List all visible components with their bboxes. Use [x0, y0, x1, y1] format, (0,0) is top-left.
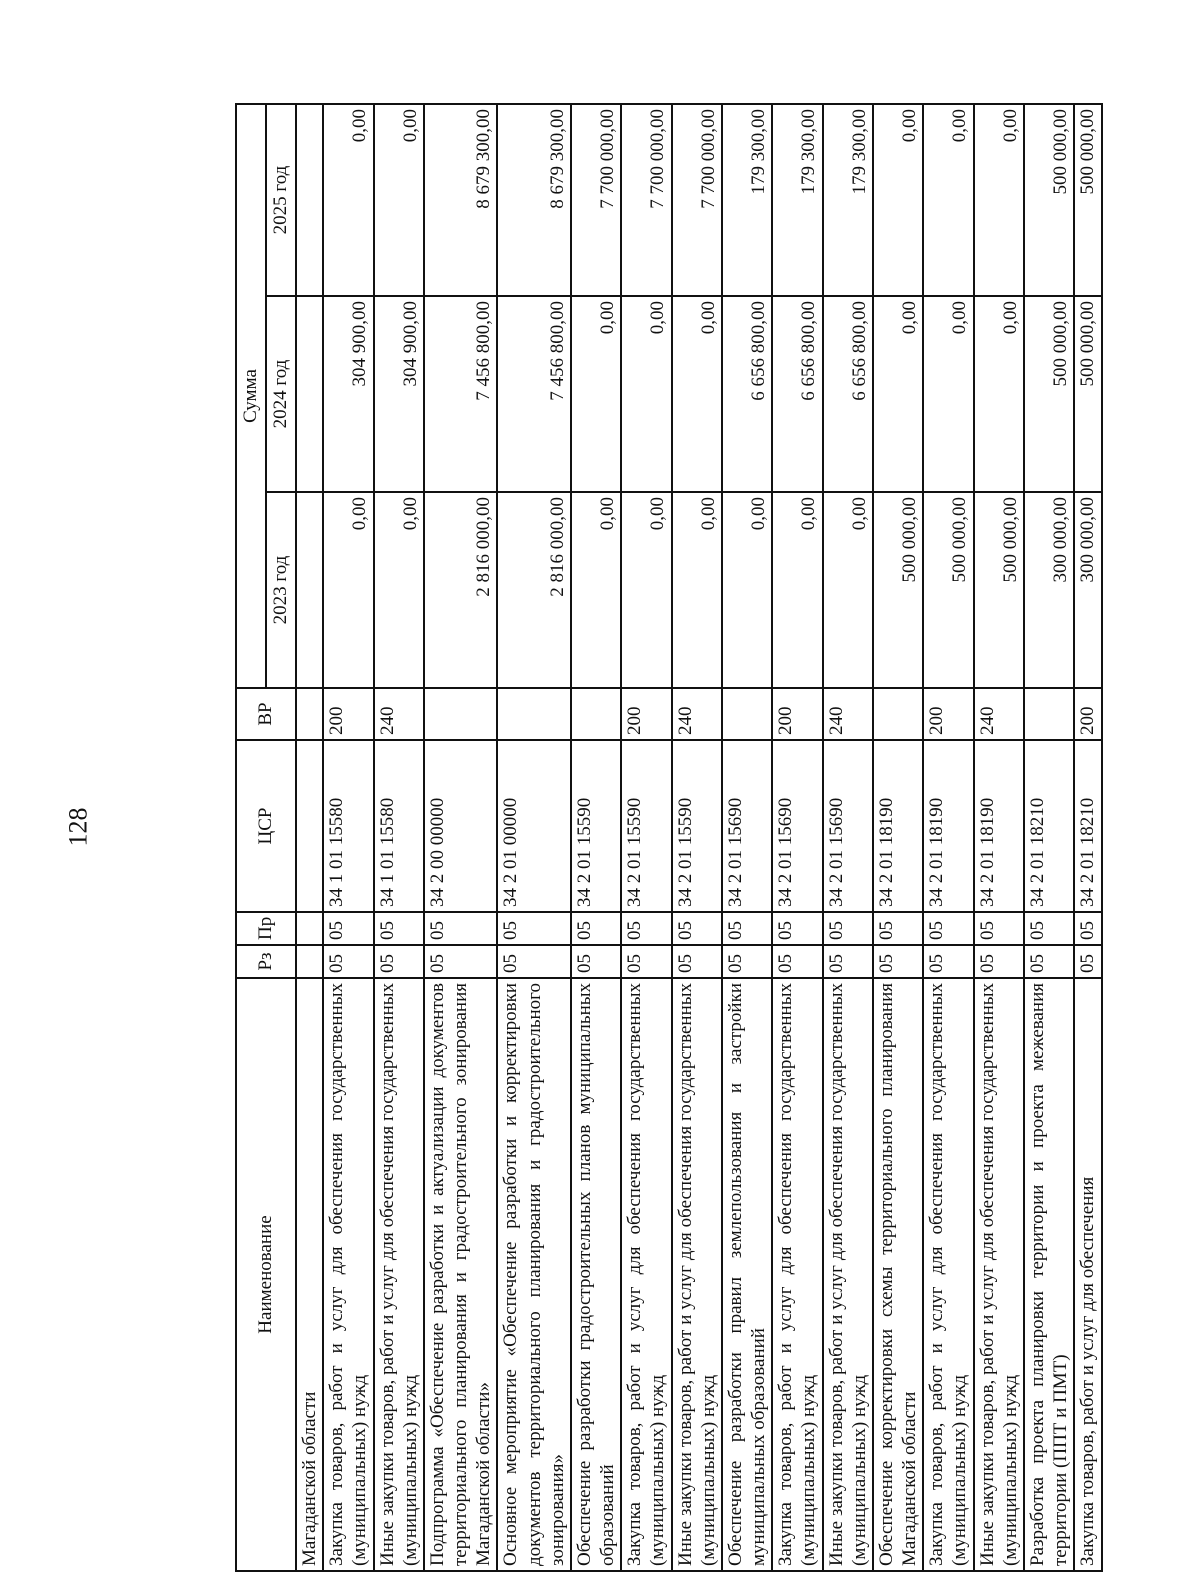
- cell-csr: 34 2 01 18190: [923, 740, 973, 912]
- cell-vr: [497, 688, 571, 740]
- header-rz: Рз: [236, 945, 296, 978]
- cell-name: Иные закупки товаров, работ и услуг для обеспечения государственных (муниципальных) нужд: [672, 978, 722, 1571]
- header-2023: 2023 год: [266, 492, 296, 688]
- cell-pr: 05: [497, 912, 571, 945]
- cell-vr: 200: [323, 688, 373, 740]
- cell-name: Разработка проекта планировки территории и проекта межевания территории (ППТ и ПМТ): [1024, 978, 1074, 1571]
- cell-2024: 0,00: [621, 296, 671, 492]
- cell-name: Иные закупки товаров, работ и услуг для обеспечения государственных (муниципальных) нужд: [374, 978, 424, 1571]
- cell-2023: 2 816 000,00: [497, 492, 571, 688]
- cell-rz: 05: [323, 945, 373, 978]
- header-name: Наименование: [236, 978, 296, 1571]
- cell-2023: 300 000,00: [1024, 492, 1074, 688]
- cell-name: Основное мероприятие «Обеспечение разработки и корректировки документов территориального планирования и градостроительного зонирования»: [497, 978, 571, 1571]
- header-pr: Пр: [236, 912, 296, 945]
- cell-2024: 304 900,00: [374, 296, 424, 492]
- cell-csr: 34 2 01 15690: [823, 740, 873, 912]
- cell-pr: 05: [923, 912, 973, 945]
- cell-2025: 0,00: [374, 104, 424, 296]
- cell-csr: 34 2 01 15690: [772, 740, 822, 912]
- table-header-row-1: [236, 104, 266, 1571]
- cell-rz: 05: [497, 945, 571, 978]
- cell-rz: 05: [873, 945, 923, 978]
- cell-pr: 05: [823, 912, 873, 945]
- cell-2025: 8 679 300,00: [497, 104, 571, 296]
- cell-csr: 34 2 01 18190: [974, 740, 1024, 912]
- cell-rz: 05: [1074, 945, 1101, 978]
- cell-csr: [296, 740, 323, 912]
- cell-2025: 7 700 000,00: [672, 104, 722, 296]
- cell-2024: 500 000,00: [1024, 296, 1074, 492]
- cell-pr: 05: [672, 912, 722, 945]
- cell-2023: 0,00: [374, 492, 424, 688]
- cell-vr: [296, 688, 323, 740]
- cell-2023: [296, 492, 323, 688]
- cell-2025: 7 700 000,00: [621, 104, 671, 296]
- cell-pr: 05: [772, 912, 822, 945]
- cell-2023: 0,00: [621, 492, 671, 688]
- cell-rz: 05: [621, 945, 671, 978]
- cell-csr: 34 2 00 00000: [424, 740, 498, 912]
- header-2024: 2024 год: [266, 296, 296, 492]
- header-vr: ВР: [236, 688, 296, 740]
- table-row: [621, 104, 671, 1571]
- cell-2024: 0,00: [571, 296, 621, 492]
- cell-2024: 500 000,00: [1074, 296, 1101, 492]
- cell-2024: 6 656 800,00: [722, 296, 772, 492]
- cell-2024: 304 900,00: [323, 296, 373, 492]
- cell-2023: 500 000,00: [923, 492, 973, 688]
- cell-rz: 05: [1024, 945, 1074, 978]
- cell-rz: 05: [722, 945, 772, 978]
- cell-csr: 34 2 01 18210: [1024, 740, 1074, 912]
- cell-rz: 05: [974, 945, 1024, 978]
- cell-pr: 05: [722, 912, 772, 945]
- cell-vr: [1024, 688, 1074, 740]
- cell-name: Магаданской области: [296, 978, 323, 1571]
- table-row: [923, 104, 973, 1571]
- cell-vr: [722, 688, 772, 740]
- cell-2025: 500 000,00: [1074, 104, 1101, 296]
- cell-vr: [873, 688, 923, 740]
- header-2025: 2025 год: [266, 104, 296, 296]
- cell-2024: 0,00: [672, 296, 722, 492]
- cell-name: Иные закупки товаров, работ и услуг для обеспечения государственных (муниципальных) нужд: [974, 978, 1024, 1571]
- table-row: [323, 104, 373, 1571]
- cell-rz: 05: [374, 945, 424, 978]
- cell-vr: 240: [823, 688, 873, 740]
- cell-vr: 200: [923, 688, 973, 740]
- page-number: [56, 782, 100, 872]
- cell-vr: 240: [672, 688, 722, 740]
- table-row: [672, 104, 722, 1571]
- cell-rz: 05: [672, 945, 722, 978]
- cell-rz: 05: [424, 945, 498, 978]
- cell-vr: 200: [621, 688, 671, 740]
- cell-2024: 6 656 800,00: [823, 296, 873, 492]
- table-row: [571, 104, 621, 1571]
- cell-pr: [296, 912, 323, 945]
- cell-2024: [296, 296, 323, 492]
- table-row: [873, 104, 923, 1571]
- cell-rz: 05: [823, 945, 873, 978]
- header-csr: ЦСР: [236, 740, 296, 912]
- cell-vr: [424, 688, 498, 740]
- table-row: [497, 104, 571, 1571]
- cell-pr: 05: [974, 912, 1024, 945]
- cell-2025: 179 300,00: [722, 104, 772, 296]
- table-row: [722, 104, 772, 1571]
- cell-name: Обеспечение разработки правил землепользования и застройки муниципальных образований: [722, 978, 772, 1571]
- cell-name: Закупка товаров, работ и услуг для обеспечения: [1074, 978, 1101, 1571]
- cell-2023: 300 000,00: [1074, 492, 1101, 688]
- cell-csr: 34 1 01 15580: [323, 740, 373, 912]
- cell-pr: 05: [1024, 912, 1074, 945]
- table-row: [1024, 104, 1074, 1571]
- table-row: [772, 104, 822, 1571]
- cell-2025: 179 300,00: [772, 104, 822, 296]
- cell-name: Закупка товаров, работ и услуг для обеспечения государственных (муниципальных) нужд: [323, 978, 373, 1571]
- cell-vr: 240: [374, 688, 424, 740]
- cell-csr: 34 2 01 15590: [621, 740, 671, 912]
- cell-pr: 05: [873, 912, 923, 945]
- cell-2025: 8 679 300,00: [424, 104, 498, 296]
- header-sum: Сумма: [236, 104, 266, 688]
- rotated-table-container: [235, 105, 1120, 1572]
- cell-2024: 0,00: [923, 296, 973, 492]
- cell-name: Обеспечение корректировки схемы территориального планирования Магаданской области: [873, 978, 923, 1571]
- cell-vr: [571, 688, 621, 740]
- cell-name: Иные закупки товаров, работ и услуг для обеспечения государственных (муниципальных) нужд: [823, 978, 873, 1571]
- cell-pr: 05: [1074, 912, 1101, 945]
- cell-pr: 05: [571, 912, 621, 945]
- cell-2024: 7 456 800,00: [424, 296, 498, 492]
- cell-rz: [296, 945, 323, 978]
- cell-2025: 0,00: [923, 104, 973, 296]
- cell-2023: 500 000,00: [873, 492, 923, 688]
- cell-2024: 6 656 800,00: [772, 296, 822, 492]
- cell-2025: 179 300,00: [823, 104, 873, 296]
- table-body: [296, 104, 1102, 1571]
- cell-rz: 05: [571, 945, 621, 978]
- cell-csr: 34 2 01 15690: [722, 740, 772, 912]
- cell-2023: 2 816 000,00: [424, 492, 498, 688]
- cell-csr: 34 2 01 18190: [873, 740, 923, 912]
- cell-2023: 0,00: [571, 492, 621, 688]
- cell-csr: 34 2 01 18210: [1074, 740, 1101, 912]
- cell-2023: 0,00: [823, 492, 873, 688]
- cell-pr: 05: [323, 912, 373, 945]
- cell-2025: 500 000,00: [1024, 104, 1074, 296]
- cell-2023: 0,00: [323, 492, 373, 688]
- cell-pr: 05: [621, 912, 671, 945]
- table-row: [823, 104, 873, 1571]
- cell-2024: 0,00: [873, 296, 923, 492]
- cell-pr: 05: [424, 912, 498, 945]
- cell-rz: 05: [923, 945, 973, 978]
- cell-csr: 34 2 01 15590: [571, 740, 621, 912]
- cell-csr: 34 2 01 15590: [672, 740, 722, 912]
- cell-name: Подпрограмма «Обеспечение разработки и актуализации документов территориального планирования и градостроительного зонирования Магаданской области»: [424, 978, 498, 1571]
- cell-name: Закупка товаров, работ и услуг для обеспечения государственных (муниципальных) нужд: [772, 978, 822, 1571]
- cell-2024: 7 456 800,00: [497, 296, 571, 492]
- cell-csr: 34 2 01 00000: [497, 740, 571, 912]
- table-row: [374, 104, 424, 1571]
- cell-2025: 7 700 000,00: [571, 104, 621, 296]
- table-row: [296, 104, 323, 1571]
- table-row: [424, 104, 498, 1571]
- cell-name: Обеспечение разработки градостроительных планов муниципальных образований: [571, 978, 621, 1571]
- cell-2023: 0,00: [672, 492, 722, 688]
- cell-2025: 0,00: [323, 104, 373, 296]
- cell-name: Закупка товаров, работ и услуг для обеспечения государственных (муниципальных) нужд: [621, 978, 671, 1571]
- cell-name: Закупка товаров, работ и услуг для обеспечения государственных (муниципальных) нужд: [923, 978, 973, 1571]
- cell-2025: 0,00: [873, 104, 923, 296]
- cell-vr: 240: [974, 688, 1024, 740]
- page-number-text: 128: [63, 807, 92, 847]
- cell-rz: 05: [772, 945, 822, 978]
- cell-2025: 0,00: [974, 104, 1024, 296]
- cell-2023: 0,00: [722, 492, 772, 688]
- cell-2023: 500 000,00: [974, 492, 1024, 688]
- cell-vr: 200: [772, 688, 822, 740]
- cell-vr: 200: [1074, 688, 1101, 740]
- table-row: [974, 104, 1024, 1571]
- cell-2024: 0,00: [974, 296, 1024, 492]
- cell-pr: 05: [374, 912, 424, 945]
- table-row: [1074, 104, 1101, 1571]
- cell-2025: [296, 104, 323, 296]
- cell-csr: 34 1 01 15580: [374, 740, 424, 912]
- budget-table: [235, 103, 1103, 1572]
- cell-2023: 0,00: [772, 492, 822, 688]
